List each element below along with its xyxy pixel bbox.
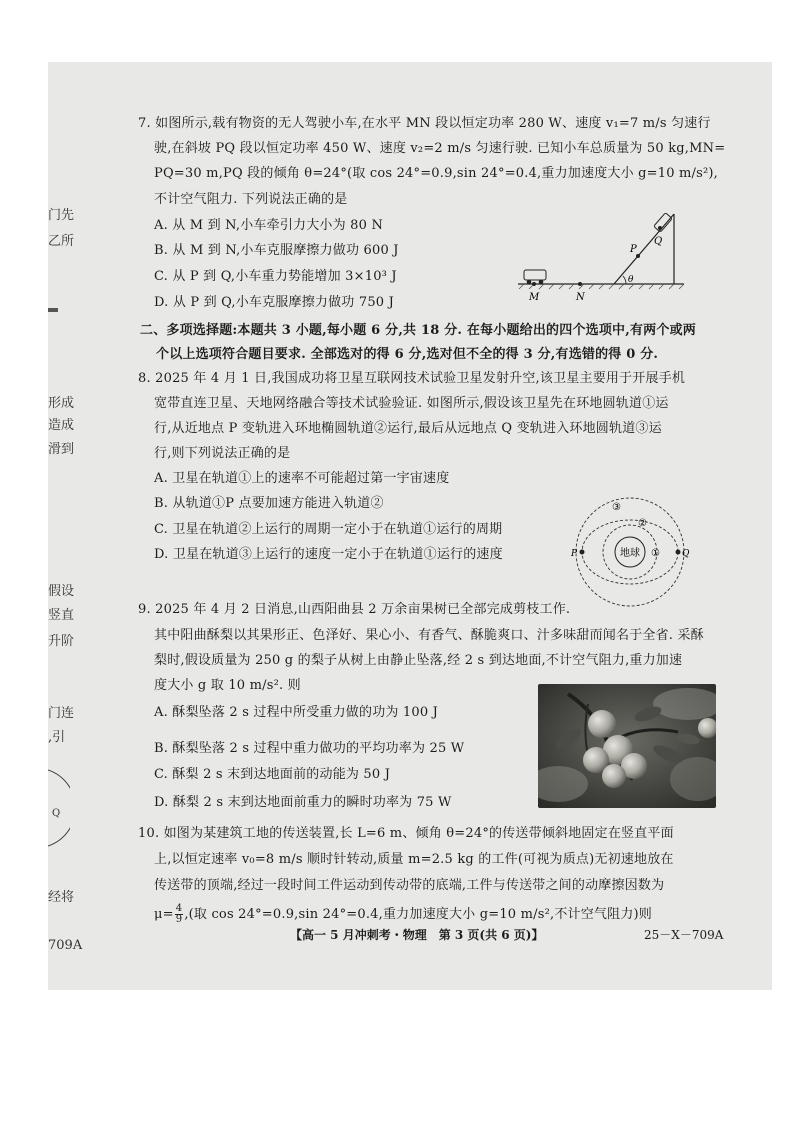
mu-numerator: 4 xyxy=(175,903,183,914)
margin-fragment: 竖直 xyxy=(48,608,75,623)
q9-stem-line: 9. 2025 年 4 月 2 日消息,山西阳曲县 2 万余亩果树已全部完成剪枝工作. xyxy=(138,602,571,617)
q7-stem-line: 驶,在斜坡 PQ 段以恒定功率 450 W、速度 v₂=2 m/s 匀速行驶. 已知小车总质量为 50 kg,MN= xyxy=(154,141,726,156)
q7-stem-line: PQ=30 m,PQ 段的倾角 θ=24°(取 cos 24°=0.9,sin 24°=0.4,重力加速度大小 g=10 m/s²), xyxy=(154,166,719,181)
q10-stem-line: 上,以恒定速率 v₀=8 m/s 顺时针转动,质量 m=2.5 kg 的工件(可视为质点)无初速地放在 xyxy=(154,852,674,867)
fig-label-m: M xyxy=(529,292,540,303)
margin-fragment: 经将 xyxy=(48,890,75,905)
q9-stem-line: 其中阳曲酥梨以其果形正、色泽好、果心小、有香气、酥脆爽口、汁多味甜而闻名于全省. 采酥 xyxy=(154,628,704,643)
margin-fragment: 升阶 xyxy=(48,634,75,649)
margin-fragment: 门先 xyxy=(48,208,75,223)
fig-label-theta: θ xyxy=(628,275,634,285)
margin-fragment: 709A xyxy=(48,938,83,953)
margin-fragment: ,引 xyxy=(48,730,66,745)
margin-fragment: 门连 xyxy=(48,706,75,721)
fig-label-p: P xyxy=(571,549,578,559)
q7-option-d: D. 从 P 到 Q,小车克服摩擦力做功 750 J xyxy=(154,295,394,310)
margin-fragment: 假设 xyxy=(48,584,75,599)
fig-label-orbit-1: ① xyxy=(651,548,660,559)
q10-stem-line: 传送带的顶端,经过一段时间工件运动到传动带的底端,工件与传送带之间的动摩擦因数为 xyxy=(154,878,665,893)
q7-option-a: A. 从 M 到 N,小车牵引力大小为 80 N xyxy=(154,218,384,233)
q9-option-c: C. 酥梨 2 s 末到达地面前的动能为 50 J xyxy=(154,767,391,782)
q8-option-d: D. 卫星在轨道③上运行的速度一定小于在轨道①运行的速度 xyxy=(154,547,503,562)
q7-stem-line: 不计空气阻力. 下列说法正确的是 xyxy=(154,192,348,207)
q8-option-a: A. 卫星在轨道①上的速率不可能超过第一宇宙速度 xyxy=(154,471,450,486)
margin-fragment: 乙所 xyxy=(48,234,75,249)
q10-stem-line: 10. 如图为某建筑工地的传送装置,长 L=6 m、倾角 θ=24°的传送带倾斜地固定在竖直平面 xyxy=(138,826,674,841)
q7-option-b: B. 从 M 到 N,小车克服摩擦力做功 600 J xyxy=(154,243,399,258)
mu-fraction xyxy=(175,904,184,925)
q7-slope-figure xyxy=(514,204,690,304)
q8-orbit-figure xyxy=(568,494,692,612)
margin-fragment: 滑到 xyxy=(48,442,75,457)
q7-stem-line: 7. 如图所示,载有物资的无人驾驶小车,在水平 MN 段以恒定功率 280 W、速度 v₁=7 m/s 匀速行 xyxy=(138,116,711,131)
pear-tree-photo xyxy=(538,684,716,808)
q9-option-b: B. 酥梨坠落 2 s 过程中重力做功的平均功率为 25 W xyxy=(154,741,465,756)
q8-option-c: C. 卫星在轨道②上运行的周期一定小于在轨道①运行的周期 xyxy=(154,522,503,537)
mu-symbol: μ= xyxy=(154,906,174,922)
fig-label-p: P xyxy=(630,244,637,255)
section-2-line: 个以上选项符合题目要求. 全部选对的得 6 分,选对但不全的得 3 分,有选错的得 0 分. xyxy=(156,347,659,362)
q9-stem-line: 梨时,假设质量为 250 g 的梨子从树上由静止坠落,经 2 s 到达地面,不计空气阻力,重力加速 xyxy=(154,653,683,668)
mu-denominator: 9 xyxy=(175,914,183,925)
q10-conditions: ,(取 cos 24°=0.9,sin 24°=0.4,重力加速度大小 g=10 m/s²,不计空气阻力)则 xyxy=(184,906,652,922)
q8-option-b: B. 从轨道①P 点要加速方能进入轨道② xyxy=(154,496,384,511)
margin-fragment: 造成 xyxy=(48,418,75,433)
section-2-line: 二、多项选择题:本题共 3 小题,每小题 6 分,共 18 分. 在每小题给出的四个选项中,有两个或两 xyxy=(140,323,696,338)
footer-page-info: 【高一 5 月冲刺考・物理 第 3 页(共 6 页)】 xyxy=(290,928,544,942)
q8-stem-line: 宽带直连卫星、天地网络融合等技术试验验证. 如图所示,假设该卫星先在环地圆轨道①运 xyxy=(154,396,669,411)
footer-code: 25－X－709A xyxy=(644,928,724,942)
fig-label-q: Q xyxy=(654,236,663,247)
q9-option-a: A. 酥梨坠落 2 s 过程中所受重力做的功为 100 J xyxy=(154,705,439,720)
q9-option-d: D. 酥梨 2 s 末到达地面前重力的瞬时功率为 75 W xyxy=(154,795,452,810)
fig-label-earth: 地球 xyxy=(620,548,640,559)
margin-fragment: Q xyxy=(52,808,61,819)
fig-label-q: Q xyxy=(682,549,690,559)
fig-label-orbit-3: ③ xyxy=(612,502,621,513)
exam-page xyxy=(48,62,772,990)
fig-label-n: N xyxy=(576,292,585,303)
q7-option-c: C. 从 P 到 Q,小车重力势能增加 3×10³ J xyxy=(154,269,397,284)
q9-stem-line: 度大小 g 取 10 m/s². 则 xyxy=(154,678,301,693)
q8-stem-line: 行,从近地点 P 变轨进入环地椭圆轨道②运行,最后从远地点 Q 变轨进入环地圆轨道③运 xyxy=(154,421,662,436)
margin-fragment: 形成 xyxy=(48,396,75,411)
q8-stem-line: 8. 2025 年 4 月 1 日,我国成功将卫星互联网技术试验卫星发射升空,该卫星主要用于开展手机 xyxy=(138,371,686,386)
q8-stem-line: 行,则下列说法正确的是 xyxy=(154,446,291,461)
q10-stem-line xyxy=(154,904,652,925)
margin-mark xyxy=(48,308,58,312)
fig-label-orbit-2: ② xyxy=(638,518,647,529)
